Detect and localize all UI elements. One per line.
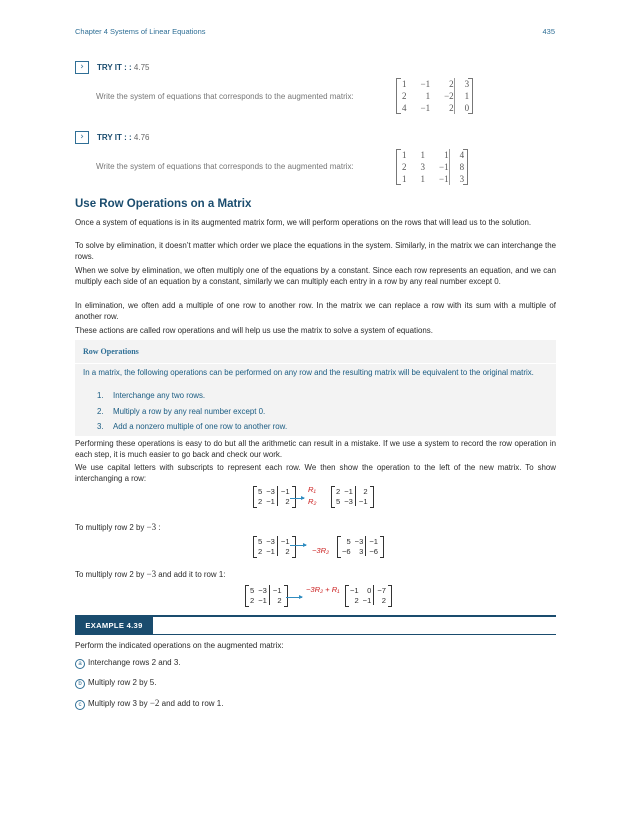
matrix-entry: 2 (285, 496, 290, 506)
matrix-entry: 1 (402, 79, 407, 89)
row-operation-label: R₁ (308, 485, 316, 494)
matrix-entry: 0 (464, 103, 470, 113)
matrix-entry: −1 (358, 496, 368, 506)
matrix-entry: −1 (439, 174, 449, 184)
matrix-entry: −1 (420, 79, 431, 89)
matrix-entry: 5 (258, 486, 263, 496)
section-title: Use Row Operations on a Matrix (75, 198, 252, 210)
matrix-entry: −1 (369, 536, 379, 546)
paragraph: Once a system of equations is in its augmented matrix form, we will perform operations on the rows that will lead us to the solution. (75, 218, 532, 227)
matrix-entry: −2 (444, 91, 454, 101)
matrix-entry: 3 (420, 162, 425, 172)
small-matrix (348, 585, 388, 605)
paragraph: To solve by elimination, it doesn’t matter which order we place the equations in the system. Similarly, in the matrix we can interchange the rows. (75, 241, 556, 261)
matrix-entry: 2 (285, 546, 290, 556)
augmented-matrix (400, 149, 464, 185)
matrix-entry: 2 (354, 595, 359, 605)
matrix-entry: 2 (336, 486, 341, 496)
matrix-entry: 1 (420, 150, 425, 160)
matrix-entry: −3 (266, 536, 275, 546)
matrix-entry: −1 (439, 162, 449, 172)
matrix-entry: −3 (258, 585, 267, 595)
example-part-c: c Multiply row 3 by −2 and add to row 1. (75, 698, 223, 710)
arrow-icon (290, 545, 306, 546)
part-a-icon: a (75, 659, 85, 669)
matrix-entry: 0 (367, 585, 372, 595)
chapter-title: Chapter 4 Systems of Linear Equations (75, 27, 206, 36)
matrix-entry: 1 (402, 174, 407, 184)
matrix-entry: −6 (369, 546, 379, 556)
matrix-entry: 2 (258, 496, 263, 506)
paragraph: We use capital letters with subscripts to represent each row. We then show the operation to the left of the new matrix. To show interchanging a row: (75, 463, 556, 483)
add-intro: To multiply row 2 by −3 and add it to row 1: (75, 569, 226, 579)
matrix-entry: 3 (464, 79, 470, 89)
try-it-number: 4.76 (133, 133, 150, 142)
running-header (75, 27, 555, 36)
matrix-entry: 2 (449, 103, 454, 113)
matrix-entry: 2 (250, 595, 255, 605)
row-operation-label: R₂ (308, 497, 317, 506)
paragraph: These actions are called row operations and will help us use the matrix to solve a system of equations. (75, 326, 433, 335)
matrix-entry: 4 (459, 150, 465, 160)
box-title: Row Operations (83, 347, 139, 356)
matrix-entry: 2 (449, 79, 454, 89)
paragraph: In elimination, we often add a multiple of one row to another row. In the matrix we can replace a row with its sum with a multiple of another row. (75, 301, 556, 321)
matrix-entry: −1 (344, 486, 353, 496)
matrix-entry: 5 (346, 536, 351, 546)
multiply-demo (256, 536, 386, 560)
matrix-entry: −1 (258, 595, 267, 605)
try-it-label: TRY IT : : (97, 63, 132, 72)
matrix-entry: 2 (381, 595, 386, 605)
matrix-entry: −1 (280, 486, 290, 496)
matrix-entry: 2 (277, 595, 282, 605)
list-item: 3. Add a nonzero multiple of one row to another row. (97, 422, 288, 431)
matrix-entry: −3 (354, 536, 364, 546)
row-operation-label: −3R₂ (312, 546, 330, 555)
add-demo (248, 585, 388, 609)
example-part-a: a Interchange rows 2 and 3. (75, 658, 181, 669)
small-matrix (256, 486, 292, 506)
small-matrix (340, 536, 380, 556)
matrix-entry: 2 (363, 486, 368, 496)
small-matrix (334, 486, 370, 506)
matrix-entry: 1 (464, 91, 470, 101)
try-it-number: 4.75 (133, 63, 150, 72)
row-operations-list (97, 391, 287, 438)
list-item: 2. Multiply a row by any real number except 0. (97, 406, 266, 416)
part-b-icon: b (75, 679, 85, 689)
matrix-entry: 5 (336, 496, 341, 506)
try-it-prompt: Write the system of equations that corresponds to the augmented matrix: (96, 92, 354, 101)
arrow-icon (286, 597, 302, 598)
matrix-entry: −1 (280, 536, 290, 546)
matrix-entry: 5 (250, 585, 255, 595)
example-tag: EXAMPLE 4.39 (75, 617, 153, 634)
paragraph: Performing these operations is easy to do but all the arithmetic can result in a mistake. If we use a system to record the row operation in each step, it is much easier to go back and check our work. (75, 439, 556, 459)
matrix-entry: 3 (359, 546, 364, 556)
matrix-entry: 5 (258, 536, 263, 546)
matrix-entry: −1 (272, 585, 282, 595)
example-part-b: b Multiply row 2 by 5. (75, 678, 156, 689)
box-intro: In a matrix, the following operations can be performed on any row and the resulting matrix will be equivalent to the original matrix. (83, 368, 534, 377)
matrix-entry: −1 (420, 103, 431, 113)
matrix-entry: 3 (459, 174, 465, 184)
matrix-entry: 8 (459, 162, 465, 172)
matrix-entry: −1 (266, 496, 275, 506)
chevron-right-icon[interactable]: › (75, 131, 89, 144)
small-matrix (256, 536, 292, 556)
row-operation-label: −3R₂ + R₁ (306, 585, 340, 594)
chevron-right-icon[interactable]: › (75, 61, 89, 74)
list-item: 1. Interchange any two rows. (97, 391, 206, 400)
matrix-entry: 2 (402, 91, 407, 101)
small-matrix (248, 585, 284, 605)
multiply-intro: To multiply row 2 by −3 : (75, 522, 161, 532)
matrix-entry: 1 (402, 150, 407, 160)
page-number: 435 (542, 27, 555, 36)
matrix-entry: −3 (344, 496, 353, 506)
matrix-entry: −3 (266, 486, 275, 496)
matrix-entry: −1 (266, 546, 275, 556)
example-header (75, 615, 556, 635)
matrix-entry: 4 (402, 103, 407, 113)
matrix-entry: 2 (258, 546, 263, 556)
try-it-label: TRY IT : : (97, 133, 132, 142)
augmented-matrix (400, 78, 469, 114)
matrix-entry: −1 (362, 595, 372, 605)
matrix-entry: −1 (350, 585, 359, 595)
try-it-prompt: Write the system of equations that corresponds to the augmented matrix: (96, 162, 354, 171)
part-c-icon: c (75, 700, 85, 710)
example-instruction: Perform the indicated operations on the augmented matrix: (75, 641, 284, 650)
arrow-icon (290, 498, 304, 499)
matrix-entry: 1 (444, 150, 449, 160)
matrix-entry: 1 (425, 91, 431, 101)
matrix-entry: 1 (420, 174, 425, 184)
row-operations-box (75, 340, 556, 436)
matrix-entry: −6 (342, 546, 351, 556)
matrix-entry: −7 (377, 585, 386, 595)
interchange-demo (256, 486, 386, 510)
matrix-entry: 2 (402, 162, 407, 172)
paragraph: When we solve by elimination, we often multiply one of the equations by a constant. Since each row represents an equation, and we can multiply each side of an equation by a constant, similarly we can multiply each entry in a row by any real number except 0. (75, 266, 556, 286)
